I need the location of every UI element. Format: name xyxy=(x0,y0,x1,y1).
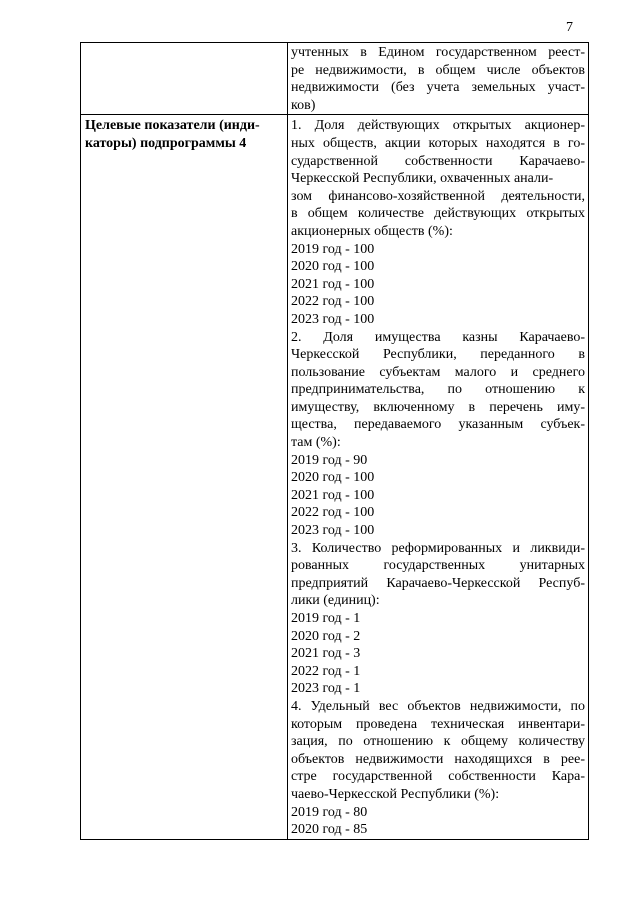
content-line: зация, по отношению к общему количеству xyxy=(291,734,585,750)
section-content-cell xyxy=(288,115,589,839)
content-line: 2022 год - 100 xyxy=(291,505,375,521)
content-line: 2023 год - 1 xyxy=(291,681,361,697)
content-line: в общем количестве действующих открытых xyxy=(291,206,585,222)
content-line: 3. Количество реформированных и ликвиди- xyxy=(291,540,585,556)
content-line: чаево-Черкесской Республики (%): xyxy=(291,786,500,802)
content-line: акционерных обществ (%): xyxy=(291,223,453,239)
content-line: 2019 год - 90 xyxy=(291,452,368,468)
continuation-line: недвижимости (без учета земельных участ- xyxy=(291,80,585,96)
content-line: Черкесской Республики, переданного в xyxy=(291,347,585,363)
content-line: зом финансово-хозяйственной деятельности, xyxy=(291,188,585,204)
content-line: 2021 год - 100 xyxy=(291,487,375,503)
content-line: 2023 год - 100 xyxy=(291,523,375,539)
continuation-cell xyxy=(288,43,589,115)
section-content-text xyxy=(288,115,588,838)
content-line: 2020 год - 2 xyxy=(291,628,361,644)
content-line: 1. Доля действующих открытых акционер- xyxy=(291,118,585,134)
content-line: предпринимательства, по отношению к xyxy=(291,382,585,398)
content-line: стре государственной собственности Кара- xyxy=(291,769,585,785)
section-label-cell xyxy=(81,115,288,839)
content-line: 2021 год - 3 xyxy=(291,646,361,662)
table-row-target-indicators xyxy=(81,115,589,839)
content-line: 2021 год - 100 xyxy=(291,276,375,292)
content-line: объектов недвижимости находящихся в рее- xyxy=(291,751,585,767)
content-line: лики (единиц): xyxy=(291,593,380,609)
content-line: 2022 год - 100 xyxy=(291,294,375,310)
content-line: 4. Удельный вес объектов недвижимости, по xyxy=(291,698,585,714)
continuation-text xyxy=(288,43,588,114)
content-line: Черкесской Республики, охваченных анали- xyxy=(291,171,554,187)
content-line: 2020 год - 85 xyxy=(291,822,368,838)
content-line: 2020 год - 100 xyxy=(291,259,375,275)
content-line: которым проведена техническая инвентари- xyxy=(291,716,585,732)
continuation-line: учтенных в Едином государственном реест- xyxy=(291,45,585,60)
content-line: 2019 год - 100 xyxy=(291,241,375,257)
content-line: имуществу, включенному в перечень иму- xyxy=(291,399,585,415)
content-line: 2019 год - 1 xyxy=(291,611,361,626)
content-line: 2019 год - 80 xyxy=(291,804,368,820)
content-line: ных обществ, акции которых находятся в го- xyxy=(291,135,585,151)
content-line: 2. Доля имущества казны Карачаево- xyxy=(291,329,585,345)
content-line: там (%): xyxy=(291,435,341,451)
content-line: рованных государственных унитарных xyxy=(291,558,585,574)
section-label-line-1: Целевые показатели (инди- xyxy=(85,118,260,134)
section-label xyxy=(81,115,287,152)
content-line: щества, передаваемого указанным субъек- xyxy=(291,417,585,433)
page-number: 7 xyxy=(566,20,573,35)
content-line: 2020 год - 100 xyxy=(291,470,375,486)
content-line: 2022 год - 1 xyxy=(291,663,361,679)
empty-label-cell xyxy=(81,43,288,115)
content-line: предприятий Карачаево-Черкесской Респуб- xyxy=(291,575,585,591)
content-line: пользование субъектам малого и среднего xyxy=(291,364,585,380)
indicators-table xyxy=(80,42,589,840)
content-line: 2023 год - 100 xyxy=(291,311,375,327)
continuation-line: ре недвижимости, в общем числе объектов xyxy=(291,62,585,78)
continuation-line: ков) xyxy=(291,97,316,113)
table-row-continuation xyxy=(81,43,589,115)
content-line: сударственной собственности Карачаево- xyxy=(291,153,585,169)
section-label-line-2: каторы) подпрограммы 4 xyxy=(85,135,247,151)
